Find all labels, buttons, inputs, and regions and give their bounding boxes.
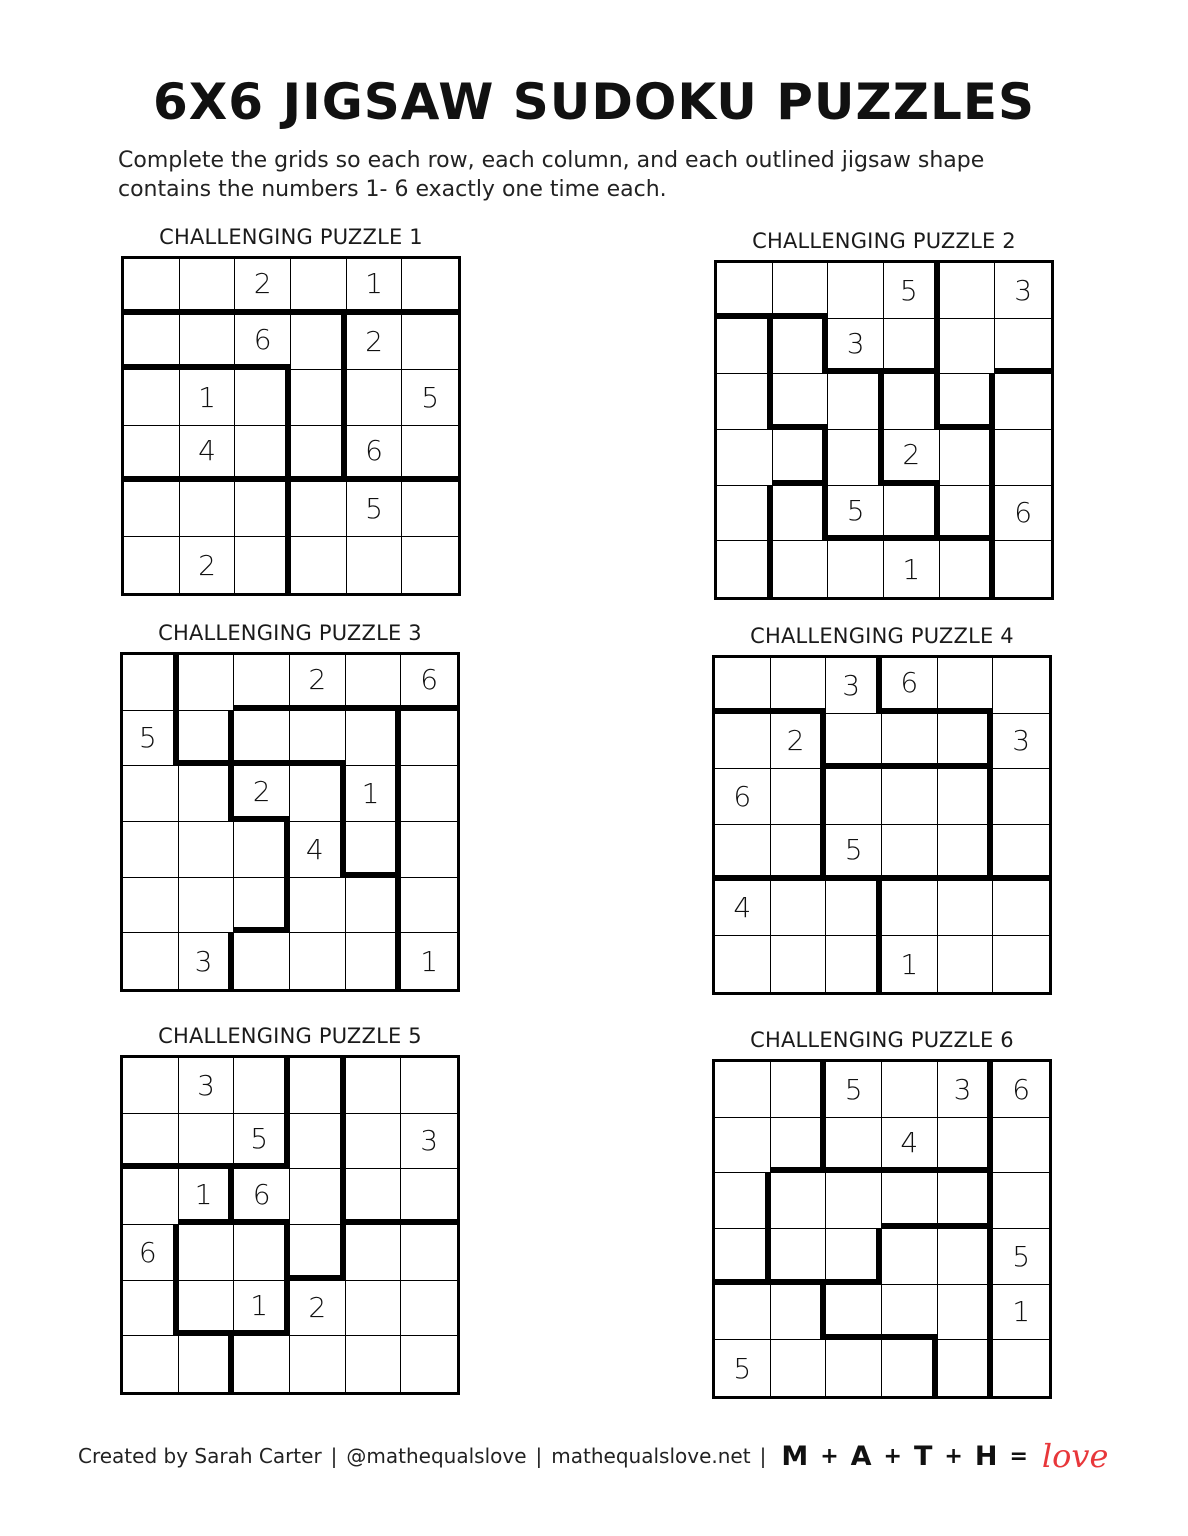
grid-cell[interactable] (346, 711, 402, 767)
grid-cell[interactable] (402, 426, 458, 482)
grid-cell[interactable]: 3 (179, 933, 235, 989)
grid-cell[interactable] (346, 655, 402, 711)
grid-cell[interactable]: 5 (123, 711, 179, 767)
grid-cell[interactable] (234, 711, 290, 767)
grid-cell[interactable] (717, 319, 773, 375)
grid-cell[interactable]: 2 (235, 259, 291, 315)
grid-cell[interactable] (940, 263, 996, 319)
grid-cell[interactable] (826, 1340, 882, 1396)
grid-cell[interactable] (993, 1118, 1049, 1174)
grid-cell[interactable] (715, 714, 771, 770)
grid-cell[interactable]: 4 (290, 822, 346, 878)
grid-cell[interactable] (347, 370, 403, 426)
grid-cell[interactable] (993, 769, 1049, 825)
grid-cell[interactable] (993, 881, 1049, 937)
grid-cell[interactable] (940, 319, 996, 375)
grid-cell[interactable]: 3 (401, 1114, 457, 1170)
logo-plus: + (944, 1443, 963, 1469)
grid-cell[interactable] (401, 1225, 457, 1281)
grid-cell[interactable] (938, 881, 994, 937)
grid-cell[interactable] (290, 766, 346, 822)
grid-cell[interactable]: 5 (884, 263, 940, 319)
grid-cell[interactable] (882, 1340, 938, 1396)
grid-cell[interactable] (290, 1114, 346, 1170)
grid-cell[interactable] (123, 655, 179, 711)
grid-cell[interactable] (715, 936, 771, 992)
grid-cell[interactable] (346, 822, 402, 878)
grid-cell[interactable] (290, 1058, 346, 1114)
grid-cell[interactable] (993, 658, 1049, 714)
grid-cell[interactable] (938, 1285, 994, 1341)
grid-cell[interactable] (235, 370, 291, 426)
grid-cell[interactable] (993, 1340, 1049, 1396)
grid-cell[interactable] (291, 426, 347, 482)
grid-cell[interactable] (940, 541, 996, 597)
grid-cell[interactable] (884, 486, 940, 542)
grid-cell[interactable] (179, 711, 235, 767)
grid-cell[interactable] (291, 370, 347, 426)
puzzle-2-grid (714, 260, 1054, 600)
grid-cell[interactable] (826, 1285, 882, 1341)
grid-cell[interactable] (715, 825, 771, 881)
grid-cell[interactable]: 1 (179, 1169, 235, 1225)
grid-cell[interactable] (234, 1336, 290, 1392)
logo-letter-m: M (781, 1440, 809, 1472)
grid-cell[interactable] (124, 370, 180, 426)
grid-cell[interactable] (884, 319, 940, 375)
grid-cell[interactable]: 5 (826, 1062, 882, 1118)
footer-handle: @mathequalslove (346, 1444, 527, 1468)
grid-cell[interactable]: 5 (828, 486, 884, 542)
grid-cell[interactable] (123, 822, 179, 878)
grid-cell[interactable] (773, 430, 829, 486)
grid-cell[interactable] (401, 1336, 457, 1392)
grid-cell[interactable]: 6 (347, 426, 403, 482)
grid-cell[interactable] (771, 936, 827, 992)
footer (78, 1436, 1138, 1476)
grid-cell[interactable]: 2 (290, 655, 346, 711)
grid-cell[interactable]: 5 (826, 825, 882, 881)
grid-cell[interactable] (401, 1169, 457, 1225)
grid-cell[interactable] (124, 259, 180, 315)
grid-cell[interactable] (826, 1229, 882, 1285)
grid-cell[interactable] (123, 766, 179, 822)
grid-cell[interactable] (401, 1281, 457, 1337)
grid-cell[interactable] (346, 1336, 402, 1392)
grid-cell[interactable] (123, 1336, 179, 1392)
grid-cell[interactable]: 2 (884, 430, 940, 486)
grid-cell[interactable] (402, 537, 458, 593)
grid-cell[interactable] (882, 1062, 938, 1118)
grid-cell[interactable] (290, 878, 346, 934)
grid-cell[interactable] (123, 1281, 179, 1337)
grid-cell[interactable] (180, 315, 236, 371)
grid-cell[interactable] (179, 1336, 235, 1392)
logo-word-love: love (1041, 1437, 1109, 1475)
grid-cell[interactable] (290, 1169, 346, 1225)
grid-cell[interactable] (124, 426, 180, 482)
grid-cell[interactable]: 6 (715, 769, 771, 825)
grid-cell[interactable] (717, 486, 773, 542)
logo-plus: + (883, 1443, 902, 1469)
grid-cell[interactable] (346, 933, 402, 989)
grid-cell[interactable]: 2 (180, 537, 236, 593)
grid-cell[interactable] (717, 263, 773, 319)
grid-cell[interactable] (715, 1173, 771, 1229)
logo-equals: = (1009, 1443, 1028, 1469)
grid-cell[interactable] (290, 711, 346, 767)
grid-cell[interactable] (234, 1225, 290, 1281)
grid-cell[interactable] (882, 825, 938, 881)
grid-cell[interactable] (884, 374, 940, 430)
grid-cell[interactable] (882, 769, 938, 825)
grid-cell[interactable] (179, 1114, 235, 1170)
grid-cell[interactable] (938, 1229, 994, 1285)
logo-letter-a: A (850, 1440, 872, 1472)
grid-cell[interactable] (346, 1114, 402, 1170)
grid-cell[interactable] (993, 825, 1049, 881)
grid-cell[interactable]: 6 (993, 1062, 1049, 1118)
grid-cell[interactable] (346, 878, 402, 934)
grid-cell[interactable]: 1 (347, 259, 403, 315)
grid-cell[interactable] (938, 1173, 994, 1229)
grid-cell[interactable] (882, 1173, 938, 1229)
grid-cell[interactable] (771, 1118, 827, 1174)
grid-cell[interactable]: 1 (420, 944, 439, 978)
grid-cell[interactable]: 2 (234, 766, 290, 822)
grid-cell[interactable] (938, 769, 994, 825)
grid-cell[interactable] (771, 1285, 827, 1341)
grid-cell[interactable]: 4 (715, 881, 771, 937)
grid-cell[interactable] (347, 537, 403, 593)
grid-cell[interactable]: 3 (826, 658, 882, 714)
grid-cell[interactable] (179, 878, 235, 934)
puzzle-3-grid (120, 652, 460, 992)
grid-cell[interactable]: 5 (402, 370, 458, 426)
grid-cell[interactable] (771, 1062, 827, 1118)
grid-cell[interactable]: 4 (180, 426, 236, 482)
grid-cell[interactable] (771, 658, 827, 714)
grid-cell[interactable]: 5 (234, 1114, 290, 1170)
grid-cell[interactable]: 3 (179, 1058, 235, 1114)
grid-cell[interactable] (995, 541, 1051, 597)
grid-cell[interactable] (826, 881, 882, 937)
grid-cell[interactable] (402, 315, 458, 371)
grid-cell[interactable] (826, 936, 882, 992)
grid-cell[interactable] (771, 881, 827, 937)
grid-cell[interactable] (180, 259, 236, 315)
grid-cell[interactable] (828, 263, 884, 319)
grid-cell[interactable] (828, 374, 884, 430)
grid-cell[interactable] (401, 878, 457, 934)
grid-cell[interactable] (715, 658, 771, 714)
grid-cell[interactable] (124, 315, 180, 371)
grid-cell[interactable] (771, 1229, 827, 1285)
grid-cell[interactable] (290, 933, 346, 989)
grid-cell[interactable] (940, 486, 996, 542)
grid-cell[interactable] (826, 1173, 882, 1229)
grid-cell[interactable] (235, 537, 291, 593)
grid-cell[interactable] (290, 1336, 346, 1392)
grid-cell[interactable] (234, 878, 290, 934)
grid-cell[interactable] (123, 1058, 179, 1114)
grid-cell[interactable]: 1 (993, 1285, 1049, 1341)
grid-cell[interactable] (773, 263, 829, 319)
grid-cell[interactable] (291, 259, 347, 315)
grid-cell[interactable]: 1 (180, 370, 236, 426)
grid-cell[interactable]: 3 (828, 319, 884, 375)
grid-cell[interactable] (179, 766, 235, 822)
puzzle-3-title: CHALLENGING PUZZLE 3 (158, 621, 422, 645)
grid-cell[interactable]: 3 (993, 714, 1049, 770)
grid-cell[interactable] (123, 878, 179, 934)
grid-cell[interactable] (123, 1169, 179, 1225)
grid-cell[interactable] (771, 769, 827, 825)
footer-separator: | (330, 1444, 338, 1468)
puzzle-1-grid (121, 256, 461, 596)
instructions: Complete the grids so each row, each column, and each outlined jigsaw shape contains the numbers 1- 6 exactly one time each. (118, 148, 985, 202)
grid-cell[interactable] (715, 1229, 771, 1285)
grid-cell[interactable] (717, 430, 773, 486)
grid-cell[interactable] (291, 537, 347, 593)
grid-cell[interactable] (179, 655, 235, 711)
puzzle-6-grid (712, 1059, 1052, 1399)
grid-cell[interactable]: 6 (235, 315, 291, 371)
grid-cell[interactable]: 2 (347, 315, 403, 371)
grid-cell[interactable] (291, 482, 347, 538)
grid-cell[interactable] (938, 936, 994, 992)
grid-cell[interactable]: 4 (882, 1118, 938, 1174)
grid-cell[interactable] (235, 426, 291, 482)
puzzle-5-grid (120, 1055, 460, 1395)
grid-cell[interactable]: 6 (882, 658, 938, 714)
grid-cell[interactable] (402, 482, 458, 538)
grid-cell[interactable] (828, 541, 884, 597)
grid-cell[interactable]: 3 (938, 1062, 994, 1118)
brand-logo (781, 1437, 1108, 1475)
grid-cell[interactable]: 5 (715, 1340, 771, 1396)
grid-cell[interactable] (938, 1340, 994, 1396)
grid-cell[interactable] (234, 933, 290, 989)
grid-cell[interactable] (938, 825, 994, 881)
grid-cell[interactable]: 1 (882, 936, 938, 992)
grid-cell[interactable] (717, 541, 773, 597)
grid-cell[interactable]: 2 (771, 714, 827, 770)
grid-cell[interactable] (180, 482, 236, 538)
puzzle-1-title: CHALLENGING PUZZLE 1 (159, 225, 423, 249)
grid-cell[interactable] (715, 1062, 771, 1118)
grid-cell[interactable] (346, 1058, 402, 1114)
grid-cell[interactable]: 6 (234, 1169, 290, 1225)
logo-letter-h: H (974, 1440, 998, 1472)
grid-cell[interactable] (401, 1058, 457, 1114)
grid-cell[interactable] (124, 537, 180, 593)
grid-cell[interactable]: 6 (401, 655, 457, 711)
grid-cell[interactable] (938, 714, 994, 770)
page-title: 6X6 JIGSAW SUDOKU PUZZLES (152, 73, 1036, 131)
grid-cell[interactable] (773, 319, 829, 375)
logo-plus: + (820, 1443, 839, 1469)
grid-cell[interactable]: 3 (995, 263, 1051, 319)
grid-cell[interactable] (124, 482, 180, 538)
grid-cell[interactable] (938, 1118, 994, 1174)
grid-cell[interactable] (882, 881, 938, 937)
grid-cell[interactable] (401, 711, 457, 767)
puzzle-2-title: CHALLENGING PUZZLE 2 (752, 229, 1016, 253)
grid-cell[interactable] (773, 486, 829, 542)
grid-cell[interactable] (179, 822, 235, 878)
footer-site: mathequalslove.net (551, 1444, 751, 1468)
grid-cell[interactable] (123, 1114, 179, 1170)
grid-cell[interactable] (882, 1229, 938, 1285)
grid-cell[interactable] (828, 430, 884, 486)
grid-cell[interactable] (346, 1281, 402, 1337)
grid-cell[interactable] (826, 1118, 882, 1174)
grid-cell[interactable] (179, 1225, 235, 1281)
grid-cell[interactable] (346, 1225, 402, 1281)
grid-cell[interactable] (882, 714, 938, 770)
grid-cell[interactable] (291, 315, 347, 371)
grid-cell[interactable] (234, 1058, 290, 1114)
grid-cell[interactable] (123, 933, 179, 989)
grid-cell[interactable]: 5 (347, 482, 403, 538)
grid-cell[interactable] (346, 1169, 402, 1225)
grid-cell[interactable] (995, 374, 1051, 430)
grid-cell[interactable] (995, 319, 1051, 375)
grid-cell[interactable] (234, 655, 290, 711)
grid-cell[interactable]: 6 (123, 1225, 179, 1281)
grid-cell[interactable] (401, 766, 457, 822)
grid-cell[interactable] (715, 1118, 771, 1174)
grid-cell[interactable]: 1 (234, 1281, 290, 1337)
grid-cell[interactable] (773, 374, 829, 430)
grid-cell[interactable] (715, 1285, 771, 1341)
puzzle-6-title: CHALLENGING PUZZLE 6 (750, 1028, 1014, 1052)
footer-separator: | (759, 1444, 767, 1468)
puzzle-4-grid (712, 655, 1052, 995)
grid-cell[interactable] (179, 1281, 235, 1337)
puzzle-5-title: CHALLENGING PUZZLE 5 (158, 1024, 422, 1048)
grid-cell[interactable]: 1 (346, 766, 402, 822)
grid-cell[interactable] (771, 1340, 827, 1396)
footer-separator: | (535, 1444, 543, 1468)
grid-cell[interactable] (882, 1285, 938, 1341)
grid-cell[interactable] (940, 430, 996, 486)
grid-cell[interactable]: 1 (884, 541, 940, 597)
puzzle-4-title: CHALLENGING PUZZLE 4 (750, 624, 1014, 648)
grid-cell[interactable] (234, 822, 290, 878)
grid-cell[interactable] (938, 658, 994, 714)
logo-letter-t: T (913, 1440, 933, 1472)
grid-cell[interactable] (995, 430, 1051, 486)
grid-cell[interactable] (771, 1173, 827, 1229)
grid-cell[interactable] (401, 822, 457, 878)
grid-cell[interactable]: 2 (290, 1281, 346, 1337)
grid-cell[interactable]: 5 (993, 1229, 1049, 1285)
grid-cell[interactable] (290, 1225, 346, 1281)
grid-cell[interactable] (826, 714, 882, 770)
grid-cell[interactable] (235, 482, 291, 538)
grid-cell[interactable] (826, 769, 882, 825)
grid-cell[interactable] (940, 374, 996, 430)
grid-cell[interactable] (993, 936, 1049, 992)
grid-cell[interactable] (717, 374, 773, 430)
footer-credit: Created by Sarah Carter (78, 1444, 322, 1468)
grid-cell[interactable] (771, 825, 827, 881)
grid-cell[interactable]: 6 (995, 486, 1051, 542)
grid-cell[interactable] (402, 259, 458, 315)
grid-cell[interactable] (993, 1173, 1049, 1229)
grid-cell[interactable] (773, 541, 829, 597)
